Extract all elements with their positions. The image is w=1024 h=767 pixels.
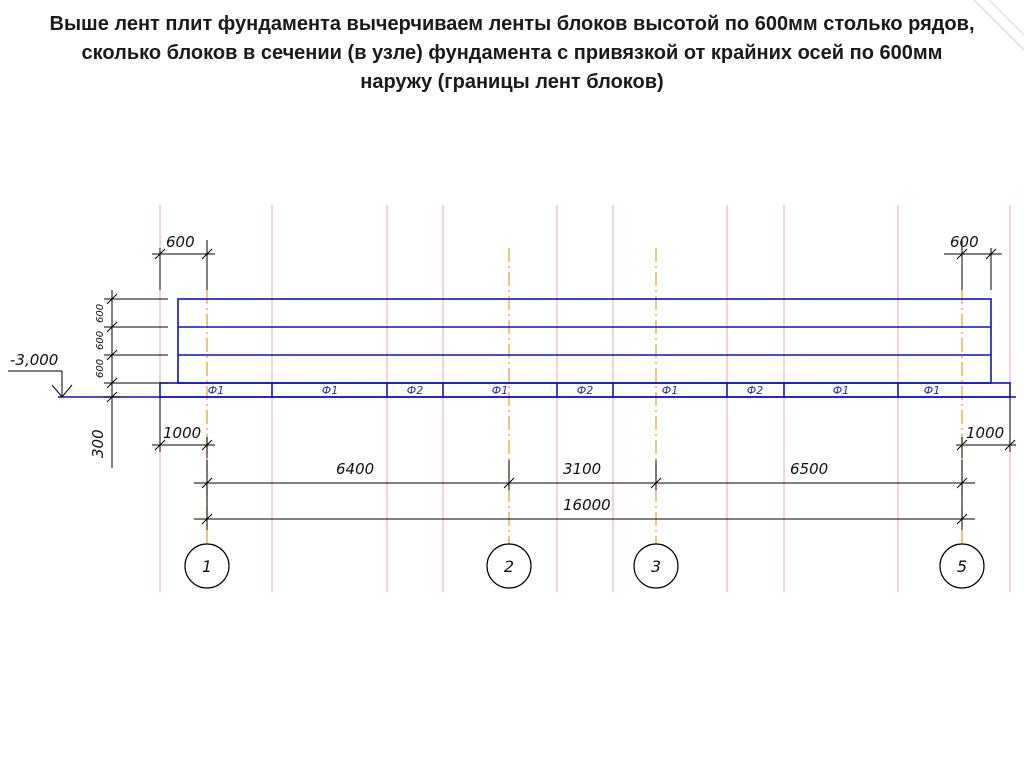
slab-labels	[208, 384, 940, 397]
slab-label: Ф2	[406, 384, 424, 397]
slab-label: Ф1	[923, 384, 941, 397]
axis-label: 3	[650, 557, 662, 576]
left-vertical-dimension	[104, 290, 168, 468]
title-line-3: наружу (границы лент блоков)	[360, 71, 664, 93]
total-dimension-line	[194, 514, 975, 524]
axis-label: 5	[956, 557, 968, 576]
span-dimension: 3100	[563, 460, 602, 478]
title-line-1: Выше лент плит фундамента вычерчиваем ленты блоков высотой по 600мм столько рядов,	[49, 13, 975, 35]
axis-label: 1	[201, 557, 213, 576]
block-row-height: 600	[95, 330, 106, 350]
level-mark	[8, 371, 72, 397]
slab-label: Ф1	[491, 384, 509, 397]
block-row-height-labels	[95, 304, 106, 378]
top-offset-dimensions	[152, 240, 1002, 290]
slab-label: Ф1	[321, 384, 339, 397]
total-dimension: 16000	[563, 496, 611, 514]
top-offset-right: 600	[950, 233, 979, 251]
slab-label: Ф1	[207, 384, 225, 397]
bottom-offset-dimensions	[152, 397, 1016, 458]
slab-label: Ф2	[746, 384, 764, 397]
block-strips	[178, 299, 991, 383]
slab-label: Ф1	[832, 384, 850, 397]
top-offset-left: 600	[166, 233, 195, 251]
axis-marker-labels	[202, 557, 967, 576]
span-dimension-labels	[336, 460, 828, 478]
span-dimension: 6500	[790, 460, 829, 478]
slab-height-label: 300	[89, 429, 107, 458]
axis-label: 2	[503, 557, 515, 576]
title-line-2: сколько блоков в сечении (в узле) фундамента с привязкой от крайних осей по 600мм	[81, 42, 943, 64]
level-mark-label: -3,000	[10, 351, 59, 369]
bottom-offset-right: 1000	[966, 424, 1005, 442]
axis-markers	[185, 544, 984, 588]
block-row-height: 600	[95, 303, 106, 323]
bottom-offset-left: 1000	[163, 424, 202, 442]
slab-label: Ф2	[576, 384, 594, 397]
slab-label: Ф1	[661, 384, 679, 397]
span-dimension: 6400	[336, 460, 375, 478]
block-row-height: 600	[95, 358, 106, 378]
grid-lines	[160, 205, 1010, 592]
